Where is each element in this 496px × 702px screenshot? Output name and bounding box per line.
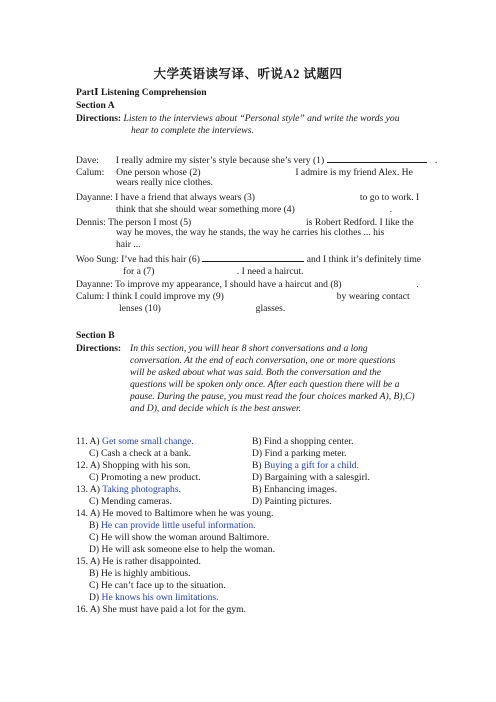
question-12: 12. A) Shopping with his son. xyxy=(76,460,191,471)
speaker-calum: Calum: xyxy=(76,167,105,178)
section-b-directions-line: will be asked about what was said. Both the conversation and the xyxy=(130,367,382,378)
option-13c[interactable]: C) Mending cameras. xyxy=(89,496,172,507)
calum-line-2b: lenses (10) glasses. xyxy=(119,303,286,314)
blank-9[interactable] xyxy=(226,289,334,299)
option-12c[interactable]: C) Promoting a new product. xyxy=(89,472,201,483)
dayanne-line-1: Dayanne: I have a friend that always wears (3) to go to work. I xyxy=(76,192,420,203)
section-a-directions xyxy=(76,113,400,125)
option-14d[interactable]: D) He will ask someone else to help the woman. xyxy=(89,544,275,555)
blank-7[interactable] xyxy=(157,264,237,274)
directions-text: Listen to the interviews about “Personal style” and write the words you xyxy=(123,113,400,124)
woo-sung-line: Woo Sung: I’ve had this hair (6) and I think it’s definitely time xyxy=(76,254,422,265)
speaker-dave: Dave: xyxy=(76,155,99,166)
blank-1[interactable] xyxy=(327,153,427,163)
dave-text: I really admire my sister’s style because she’s very (1) xyxy=(115,155,325,166)
section-b-directions-label: Directions: xyxy=(76,343,122,354)
section-b-directions-line: conversation. At the end of each conversation, one or more questions xyxy=(130,355,396,366)
woo-sung-line-b: for a (7) . I need a haircut. xyxy=(123,266,304,277)
section-b-directions-line: questions will be spoken only once. After each question there will be a xyxy=(130,379,400,390)
option-11c[interactable]: C) Cash a check at a bank. xyxy=(89,448,192,459)
blank-3[interactable] xyxy=(257,190,357,200)
directions-text-line2: hear to complete the interviews. xyxy=(131,125,254,136)
option-12a[interactable]: Shopping with his son. xyxy=(102,460,191,471)
option-13b[interactable]: B) Enhancing images. xyxy=(252,484,337,495)
blank-6[interactable] xyxy=(202,252,304,262)
section-b-heading: Section B xyxy=(76,330,115,341)
option-11b[interactable]: B) Find a shopping center. xyxy=(252,436,354,447)
calum-line-1b: wears really nice clothes. xyxy=(116,177,213,188)
option-12d[interactable]: D) Bargaining with a salesgirl. xyxy=(252,472,370,483)
option-11a[interactable]: Get some small change. xyxy=(102,436,194,447)
dayanne-line-1b: think that she should wear something more (4) . xyxy=(116,204,393,215)
section-b-directions-line: In this section, you will hear 8 short conversations and a long xyxy=(130,343,368,354)
option-14c[interactable]: C) He will show the woman around Baltimore. xyxy=(89,532,270,543)
calum-line-2: Calum: I think I could improve my (9) by wearing contact xyxy=(76,291,410,302)
dave-line: Dave: I really admire my sister’s style because she’s very (1) . xyxy=(76,155,438,166)
option-12b[interactable]: B) Buying a gift for a child. xyxy=(252,460,359,471)
dennis-line: Dennis: The person I most (5) is Robert Redford. I like the xyxy=(76,217,414,228)
option-15a[interactable]: 15. A) He is rather disappointed. xyxy=(76,556,201,567)
option-14a[interactable]: 14. A) He moved to Baltimore when he was young. xyxy=(76,508,274,519)
option-13d[interactable]: D) Painting pictures. xyxy=(252,496,332,507)
section-b-directions-line: pause. During the pause, you must read the four choices marked A), B),C) xyxy=(130,391,415,402)
blank-5[interactable] xyxy=(194,215,304,225)
section-a-heading: Section A xyxy=(76,100,115,111)
blank-10[interactable] xyxy=(163,301,253,311)
dennis-line-b: way he moves, the way he stands, the way he carries his clothes ... his xyxy=(116,227,385,238)
part-heading: PartⅠ Listening Comprehension xyxy=(76,87,207,98)
question-13: 13. A) Taking photographs. xyxy=(76,484,181,495)
option-15b[interactable]: B) He is highly ambitious. xyxy=(89,568,191,579)
calum-line-1: Calum: One person whose (2) I admire is my friend Alex. He xyxy=(76,167,413,178)
option-15c[interactable]: C) He can’t face up to the situation. xyxy=(89,580,226,591)
page-title: 大学英语读写译、听说A2 试题四 xyxy=(153,67,343,81)
option-14b[interactable]: B) He can provide little useful information. xyxy=(89,520,256,531)
option-16a[interactable]: 16. A) She must have paid a lot for the gym. xyxy=(76,604,246,615)
option-11d[interactable]: D) Find a parking meter. xyxy=(252,448,347,459)
directions-label: Directions: xyxy=(76,113,122,124)
section-b-directions-line: and D), and decide which is the best answer. xyxy=(130,403,302,414)
dayanne-line-2: Dayanne: To improve my appearance, I should have a haircut and (8) . xyxy=(76,279,419,290)
option-13a[interactable]: Taking photographs. xyxy=(102,484,181,495)
dennis-line-c: hair ... xyxy=(116,239,141,250)
blank-2[interactable] xyxy=(203,165,293,175)
blank-4[interactable] xyxy=(297,202,387,212)
question-11: 11. A) Get some small change. xyxy=(76,436,194,447)
blank-8[interactable] xyxy=(344,277,414,287)
option-15d[interactable]: D) He knows his own limitations. xyxy=(89,592,219,603)
